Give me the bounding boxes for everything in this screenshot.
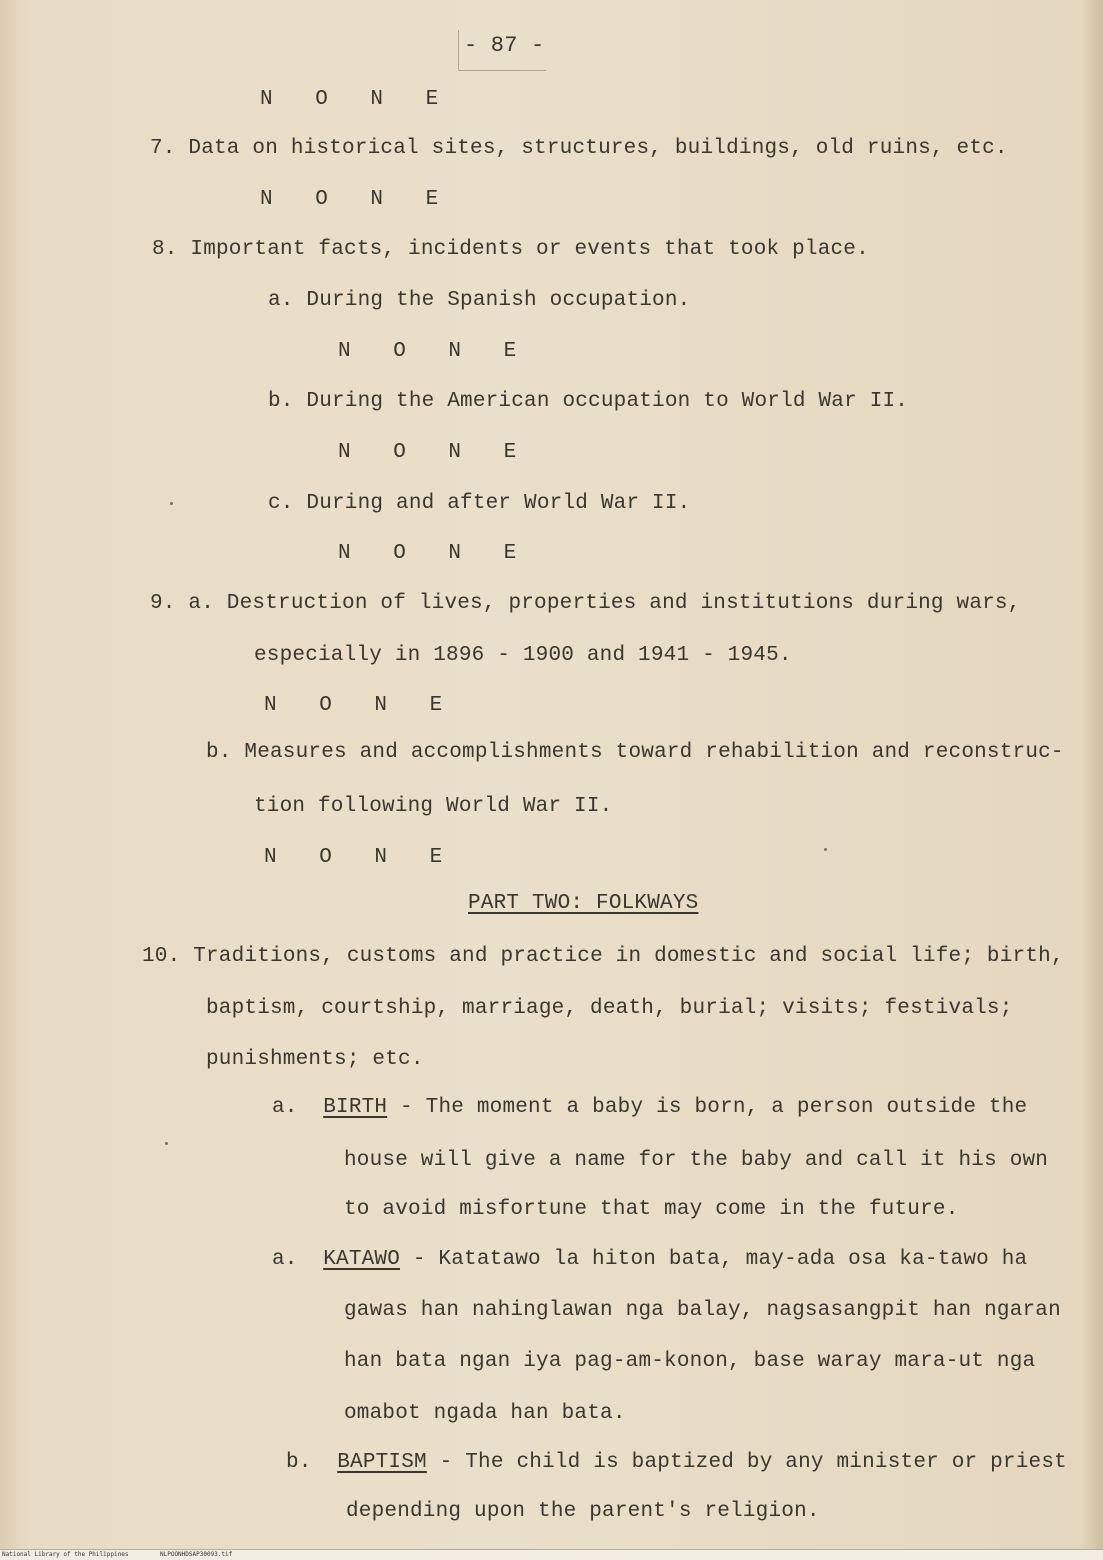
birth-continuation: to avoid misfortune that may come in the future. [344, 1198, 959, 1221]
page-number-bottom-rule [458, 70, 546, 71]
none-line: N O N E [260, 88, 454, 111]
birth-label: a. [272, 1096, 298, 1119]
paper-speck [165, 1142, 168, 1145]
item-10-line: 10. Traditions, customs and practice in domestic and social life; birth, [142, 945, 1064, 968]
item-9a-continuation: especially in 1896 - 1900 and 1941 - 1945. [254, 644, 792, 667]
item-7-line: 7. Data on historical sites, structures, buildings, old ruins, etc. [150, 137, 1008, 160]
birth-text: - The moment a baby is born, a person outside the [387, 1096, 1028, 1119]
paper-speck [824, 848, 827, 851]
footer-file-name: NLPOONHDSAP30093.tif [160, 1551, 233, 1558]
baptism-continuation: depending upon the parent's religion. [346, 1500, 820, 1523]
page-number: - 87 - [464, 33, 545, 58]
katawo-continuation: han bata ngan iya pag-am-konon, base waray mara-ut nga [344, 1350, 1036, 1373]
birth-term: BIRTH [323, 1096, 388, 1119]
item-10-continuation: punishments; etc. [206, 1048, 424, 1071]
part-two-heading: PART TWO: FOLKWAYS [468, 892, 699, 915]
baptism-term: BAPTISM [337, 1451, 427, 1474]
none-line: N O N E [338, 542, 532, 565]
item-9b-line: b. Measures and accomplishments toward rehabilition and reconstruc- [206, 741, 1064, 764]
item-8a-line: a. During the Spanish occupation. [268, 289, 691, 312]
katawo-continuation: omabot ngada han bata. [344, 1402, 626, 1425]
item-8c-line: c. During and after World War II. [268, 492, 691, 515]
item-9b-continuation: tion following World War II. [254, 795, 613, 818]
baptism-label: b. [286, 1451, 312, 1474]
scan-footer [0, 1549, 1103, 1560]
none-line: N O N E [338, 340, 532, 363]
birth-entry [272, 1096, 1027, 1119]
paper-speck [170, 502, 173, 505]
none-line: N O N E [260, 188, 454, 211]
katawo-term: KATAWO [323, 1248, 401, 1271]
baptism-entry [286, 1451, 1067, 1474]
katawo-text: - Katatawo la hiton bata, may-ada osa ka-tawo ha [400, 1248, 1028, 1271]
katawo-label: a. [272, 1248, 298, 1271]
baptism-text: - The child is baptized by any minister or priest [426, 1451, 1067, 1474]
katawo-continuation: gawas han nahinglawan nga balay, nagsasangpit han ngaran [344, 1299, 1061, 1322]
item-8-line: 8. Important facts, incidents or events that took place. [152, 238, 869, 261]
none-line: N O N E [338, 441, 532, 464]
item-8b-line: b. During the American occupation to World War II. [268, 390, 909, 413]
birth-continuation: house will give a name for the baby and call it his own [344, 1149, 1049, 1172]
item-10-continuation: baptism, courtship, marriage, death, burial; visits; festivals; [206, 997, 1013, 1020]
footer-library-name: National Library of the Philippines [2, 1551, 129, 1558]
item-9a-line: 9. a. Destruction of lives, properties and institutions during wars, [150, 592, 1021, 615]
none-line: N O N E [264, 846, 458, 869]
none-line: N O N E [264, 694, 458, 717]
page-number-left-rule [458, 30, 459, 70]
katawo-entry [272, 1248, 1027, 1271]
